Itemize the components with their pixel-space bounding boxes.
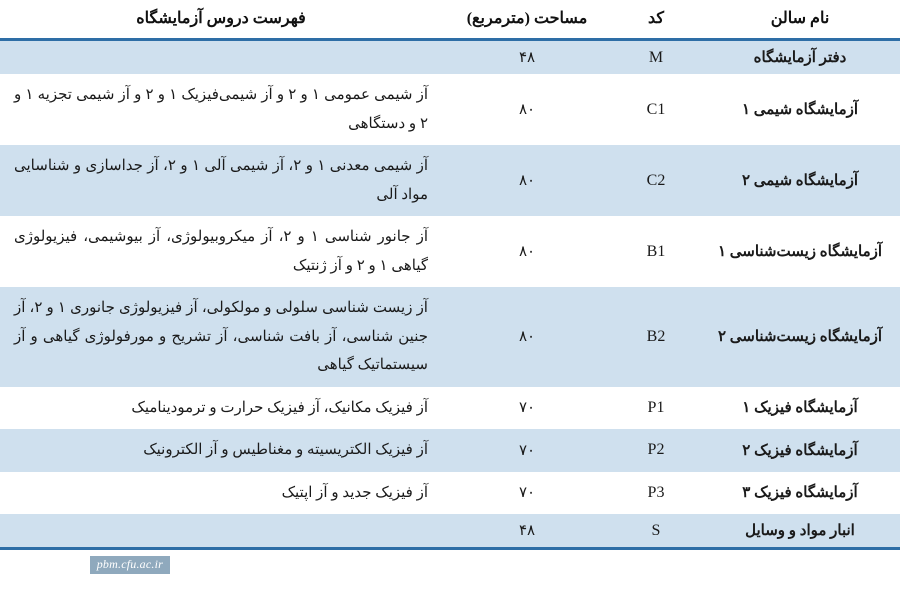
table-row [0,145,900,216]
cell-hall-name: دفتر آزمایشگاه [700,40,900,75]
cell-hall-area: ۸۰ [442,74,612,145]
cell-hall-code: C2 [612,145,700,216]
table-row [0,287,900,387]
table-header [0,0,900,40]
cell-hall-code: P1 [612,387,700,430]
cell-hall-courses [0,40,442,75]
cell-hall-area: ۷۰ [442,429,612,472]
cell-hall-name: آزمایشگاه شیمی ۱ [700,74,900,145]
cell-hall-area: ۴۸ [442,514,612,547]
cell-hall-courses: آز زیست شناسی سلولی و مولکولی، آز فیزیولوژی جانوری ۱ و ۲، آز جنین شناسی، آز بافت شناسی، آز تشریح و مورفولوژی گیاهی و آز سیستماتیک گیاهی [0,287,442,387]
footer-strip [0,550,900,576]
cell-hall-courses: آز شیمی معدنی ۱ و ۲، آز شیمی آلی ۱ و ۲، آز جداسازی و شناسایی مواد آلی [0,145,442,216]
cell-hall-courses: آز فیزیک جدید و آز اپتیک [0,472,442,515]
cell-hall-code: P3 [612,472,700,515]
watermark-holder [0,536,170,571]
site-watermark: pbm.cfu.ac.ir [90,556,170,574]
cell-hall-name: انبار مواد و وسایل [700,514,900,547]
table-body [0,40,900,548]
cell-hall-name: آزمایشگاه شیمی ۲ [700,145,900,216]
column-header-name: نام سالن [700,0,900,40]
column-header-code: کد [612,0,700,40]
cell-hall-code: M [612,40,700,75]
table-row [0,216,900,287]
cell-hall-name: آزمایشگاه فیزیک ۱ [700,387,900,430]
cell-hall-area: ۸۰ [442,216,612,287]
cell-hall-area: ۷۰ [442,387,612,430]
table-row [0,429,900,472]
cell-hall-area: ۸۰ [442,145,612,216]
cell-hall-area: ۸۰ [442,287,612,387]
column-header-courses: فهرست دروس آزمایشگاه [0,0,442,40]
cell-hall-courses: آز فیزیک مکانیک، آز فیزیک حرارت و ترمودینامیک [0,387,442,430]
cell-hall-code: B2 [612,287,700,387]
cell-hall-courses: آز شیمی عمومی ۱ و ۲ و آز شیمی‌فیزیک ۱ و ۲ و آز شیمی تجزیه ۱ و ۲ و دستگاهی [0,74,442,145]
cell-hall-courses: آز جانور شناسی ۱ و ۲، آز میکروبیولوژی، آز بیوشیمی، فیزیولوژی گیاهی ۱ و ۲ و آز ژنتیک [0,216,442,287]
cell-hall-courses: آز فیزیک الکتریسیته و مغناطیس و آز الکترونیک [0,429,442,472]
table-row [0,472,900,515]
cell-hall-code: P2 [612,429,700,472]
cell-hall-code: S [612,514,700,547]
table-row [0,387,900,430]
cell-hall-area: ۷۰ [442,472,612,515]
cell-hall-code: C1 [612,74,700,145]
cell-hall-name: آزمایشگاه زیست‌شناسی ۲ [700,287,900,387]
table-row [0,40,900,75]
cell-hall-area: ۴۸ [442,40,612,75]
column-header-area: مساحت (مترمربع) [442,0,612,40]
cell-hall-code: B1 [612,216,700,287]
cell-hall-name: آزمایشگاه فیزیک ۳ [700,472,900,515]
table-row [0,74,900,145]
cell-hall-name: آزمایشگاه زیست‌شناسی ۱ [700,216,900,287]
cell-hall-name: آزمایشگاه فیزیک ۲ [700,429,900,472]
